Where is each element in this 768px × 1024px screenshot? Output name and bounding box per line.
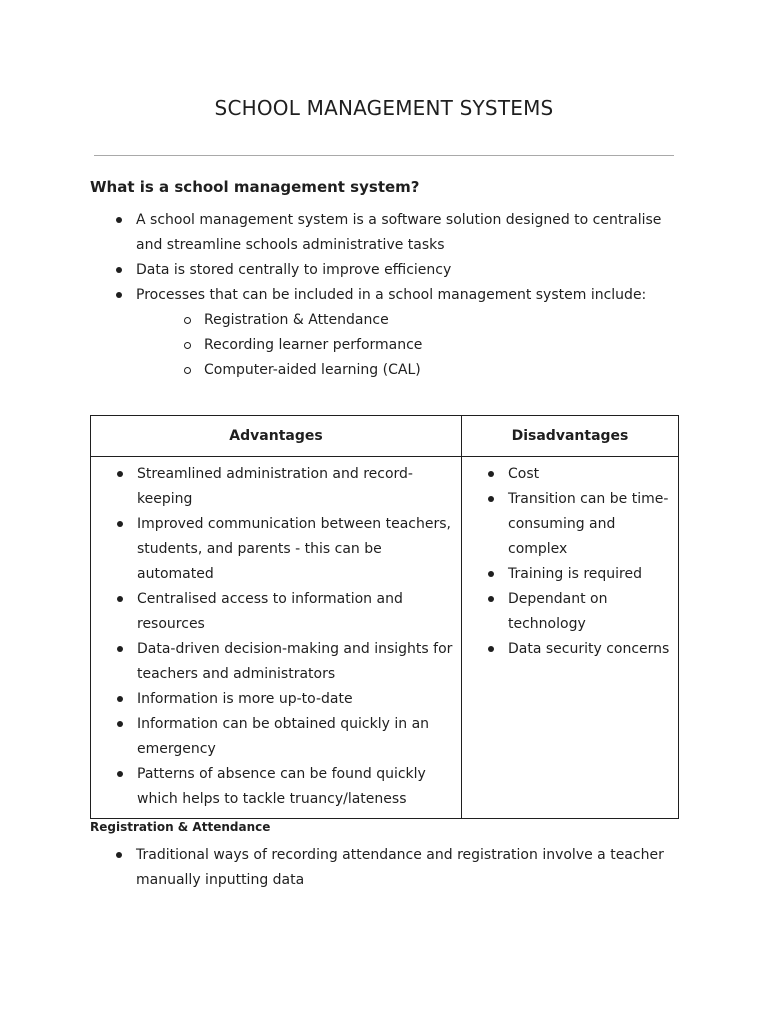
list-item-text: Data is stored centrally to improve efficiency: [136, 262, 452, 278]
registration-heading: Registration & Attendance: [90, 820, 271, 834]
disadvantages-header: Disadvantages: [462, 416, 679, 457]
list-item-text: Processes that can be included in a school management system include:: [136, 287, 647, 303]
advantage-item: [113, 512, 453, 587]
disadvantage-text: Dependant on technology: [508, 591, 608, 632]
advantages-list: [113, 462, 453, 812]
process-sublist: [136, 308, 672, 383]
disadvantages-cell: [462, 457, 679, 819]
page-title: SCHOOL MANAGEMENT SYSTEMS: [214, 96, 554, 120]
disadvantage-text: Transition can be time-consuming and complex: [508, 491, 669, 557]
advantage-item: [113, 587, 453, 637]
advantages-disadvantages-table: [90, 415, 679, 819]
advantage-item: [113, 462, 453, 512]
disadvantage-item: [484, 587, 670, 637]
sub-list-item-text: Recording learner performance: [204, 337, 423, 353]
list-item-text: Traditional ways of recording attendance and registration involve a teacher manually inputting data: [136, 847, 664, 888]
advantage-item: [113, 762, 453, 812]
registration-bullet-list: [112, 843, 682, 893]
sub-list-item: [181, 308, 672, 333]
sub-list-item: [181, 333, 672, 358]
disadvantage-item: [484, 487, 670, 562]
advantage-text: Streamlined administration and record-keeping: [137, 466, 413, 507]
intro-bullet-list: [112, 208, 672, 383]
advantage-text: Data-driven decision-making and insights for teachers and administrators: [137, 641, 453, 682]
section-heading: What is a school management system?: [90, 178, 420, 196]
advantage-item: [113, 687, 453, 712]
disadvantage-text: Cost: [508, 466, 540, 482]
table-row: [91, 457, 679, 819]
list-item: [112, 283, 672, 383]
advantage-item: [113, 712, 453, 762]
advantage-text: Information can be obtained quickly in an emergency: [137, 716, 430, 757]
disadvantage-item: [484, 462, 670, 487]
advantage-text: Patterns of absence can be found quickly which helps to tackle truancy/lateness: [137, 766, 426, 807]
advantage-text: Information is more up-to-date: [137, 691, 353, 707]
disadvantage-item: [484, 637, 670, 662]
list-item: [112, 208, 672, 258]
disadvantages-list: [484, 462, 670, 662]
sub-list-item: [181, 358, 672, 383]
list-item: [112, 258, 672, 283]
sub-list-item-text: Registration & Attendance: [204, 312, 389, 328]
list-item: [112, 843, 682, 893]
sub-list-item-text: Computer-aided learning (CAL): [204, 362, 421, 378]
table-header-row: [91, 416, 679, 457]
advantages-cell: [91, 457, 462, 819]
disadvantage-text: Training is required: [508, 566, 642, 582]
advantages-header: Advantages: [91, 416, 462, 457]
advantage-text: Improved communication between teachers, students, and parents - this can be automated: [137, 516, 451, 582]
advantage-text: Centralised access to information and resources: [137, 591, 403, 632]
advantage-item: [113, 637, 453, 687]
disadvantage-item: [484, 562, 670, 587]
horizontal-divider: [94, 155, 674, 156]
disadvantage-text: Data security concerns: [508, 641, 670, 657]
list-item-text: A school management system is a software solution designed to centralise and streamline schools administrative tasks: [136, 212, 662, 253]
